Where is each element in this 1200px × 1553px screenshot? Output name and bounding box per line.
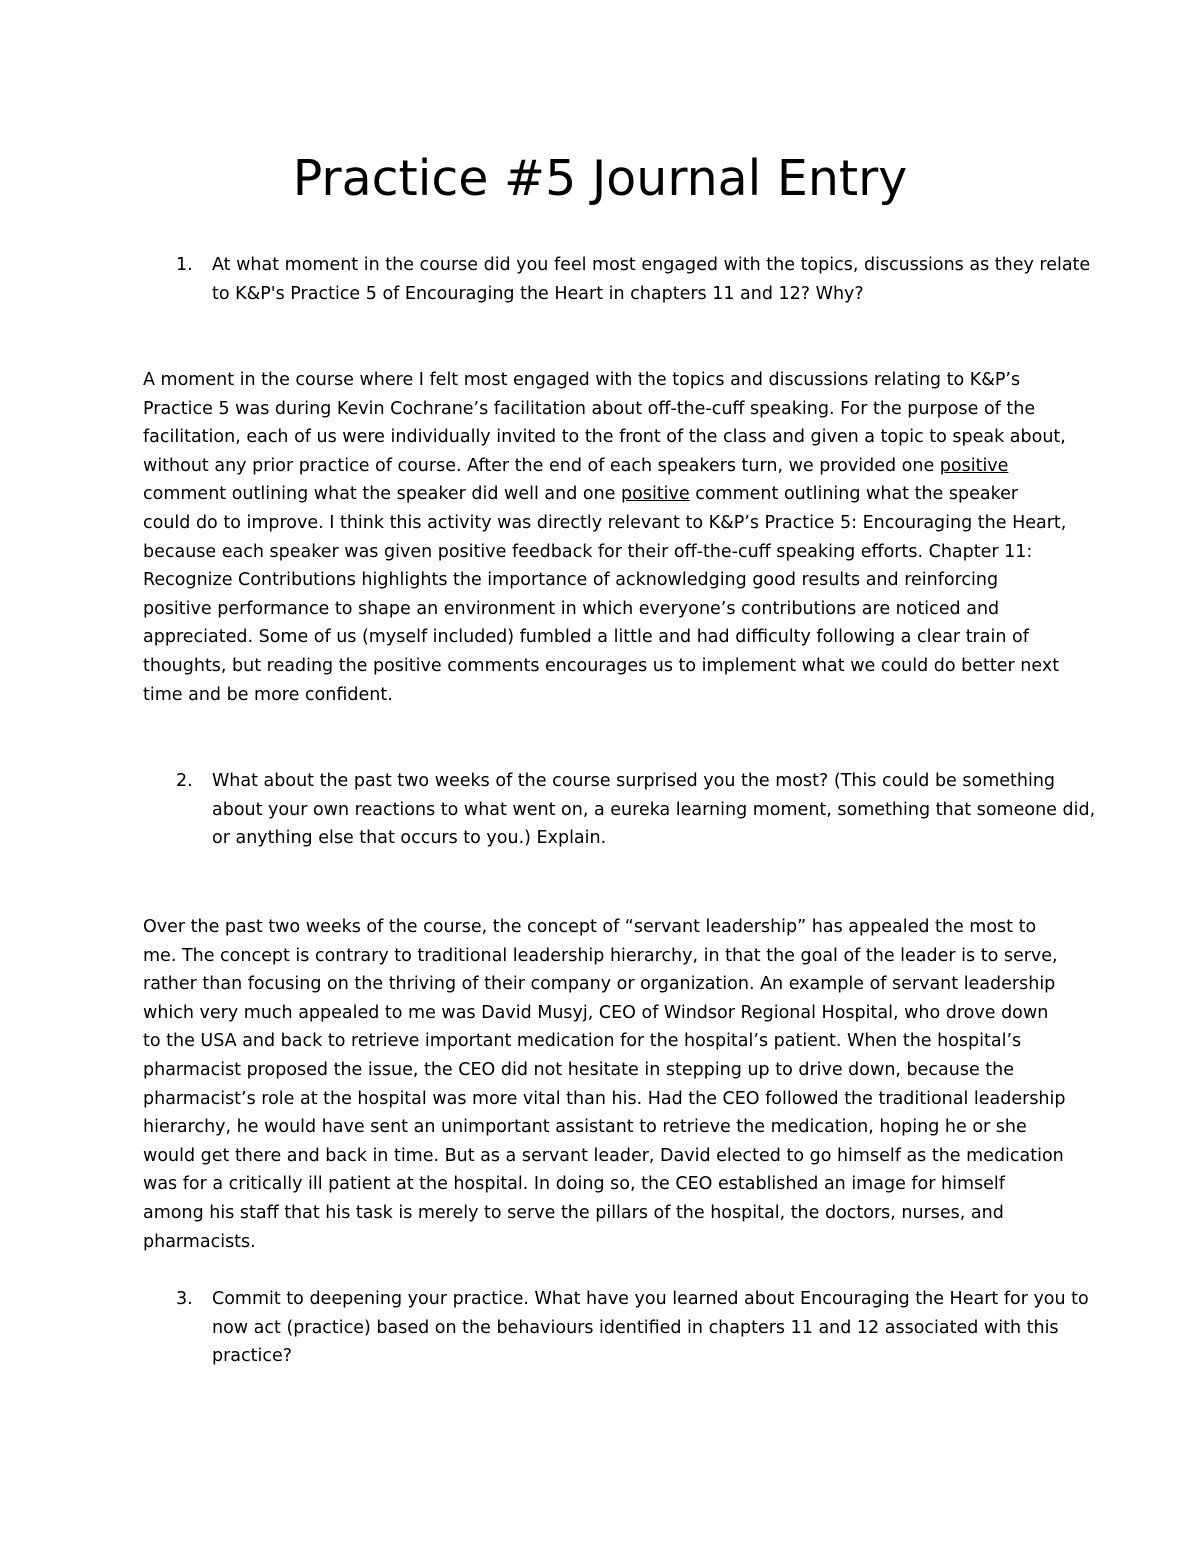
answer-1-text: A moment in the course where I felt most engaged with the topics and discussions relating to K&P’s Practice 5 was during Kevin Cochrane’s facilitation about off-the-cuff speaking. For the purpose of the facilitation, each of us were individually invited to the front of the class and given a topic to speak about, without any prior practice of course. After the end of each speakers turn, we provided one xyxy=(143,370,1066,476)
answer-1-text: comment outlining what the speaker could do to improve. I think this activity was directly relevant to K&P’s Practice 5: Encouraging the Heart, because each speaker was given positive feedback for their off-the-cuff speaking efforts. Chapter 11: Recognize Contributions highlights the importance of acknowledging good results and reinforcing positive performance to shape an environment in which everyone’s contributions are noticed and appreciated. Some of us (myself included) fumbled a little and had difficulty following a clear train of thoughts, but reading the positive comments encourages us to implement what we could do better next time and be more confident. xyxy=(143,484,1067,705)
question-number: 2. xyxy=(176,771,193,791)
answer-1-text: comment outlining what the speaker did well and one xyxy=(143,484,622,505)
page-title: Practice #5 Journal Entry xyxy=(292,150,908,207)
underlined-word: positive xyxy=(621,484,690,505)
question-3 xyxy=(176,1285,1096,1371)
question-1 xyxy=(176,251,1096,308)
question-text: Commit to deepening your practice. What have you learned about Encouraging the Heart for you to now act (practice) based on the behaviours identified in chapters 11 and 12 associated with this practice? xyxy=(212,1289,1089,1367)
question-number: 1. xyxy=(176,255,193,275)
underlined-word: positive xyxy=(939,455,1009,476)
question-number: 3. xyxy=(176,1289,193,1309)
question-2 xyxy=(176,767,1096,853)
question-text: What about the past two weeks of the course surprised you the most? (This could be something about your own reactions to what went on, a eureka learning moment, something that someone did, or anything else that occurs to you.) Explain. xyxy=(212,771,1096,849)
answer-1-paragraph xyxy=(143,366,1068,709)
answer-2-paragraph: Over the past two weeks of the course, the concept of “servant leadership” has appealed the most to me. The concept is contrary to traditional leadership hierarchy, in that the goal of the leader is to serve, rather than focusing on the thriving of their company or organization. An example of servant leadership which very much appealed to me was David Musyj, CEO of Windsor Regional Hospital, who drove down to the USA and back to retrieve important medication for the hospital’s patient. When the hospital’s pharmacist proposed the issue, the CEO did not hesitate in stepping up to drive down, because the pharmacist’s role at the hospital was more vital than his. Had the CEO followed the traditional leadership hierarchy, he would have sent an unimportant assistant to retrieve the medication, hoping he or she would get there and back in time. But as a servant leader, David elected to go himself as the medication was for a critically ill patient at the hospital. In doing so, the CEO established an image for himself among his staff that his task is merely to serve the pillars of the hospital, the doctors, nurses, and pharmacists. xyxy=(143,917,1066,1252)
question-text: At what moment in the course did you feel most engaged with the topics, discussions as they relate to K&P's Practice 5 of Encouraging the Heart in chapters 11 and 12? Why? xyxy=(212,255,1091,304)
